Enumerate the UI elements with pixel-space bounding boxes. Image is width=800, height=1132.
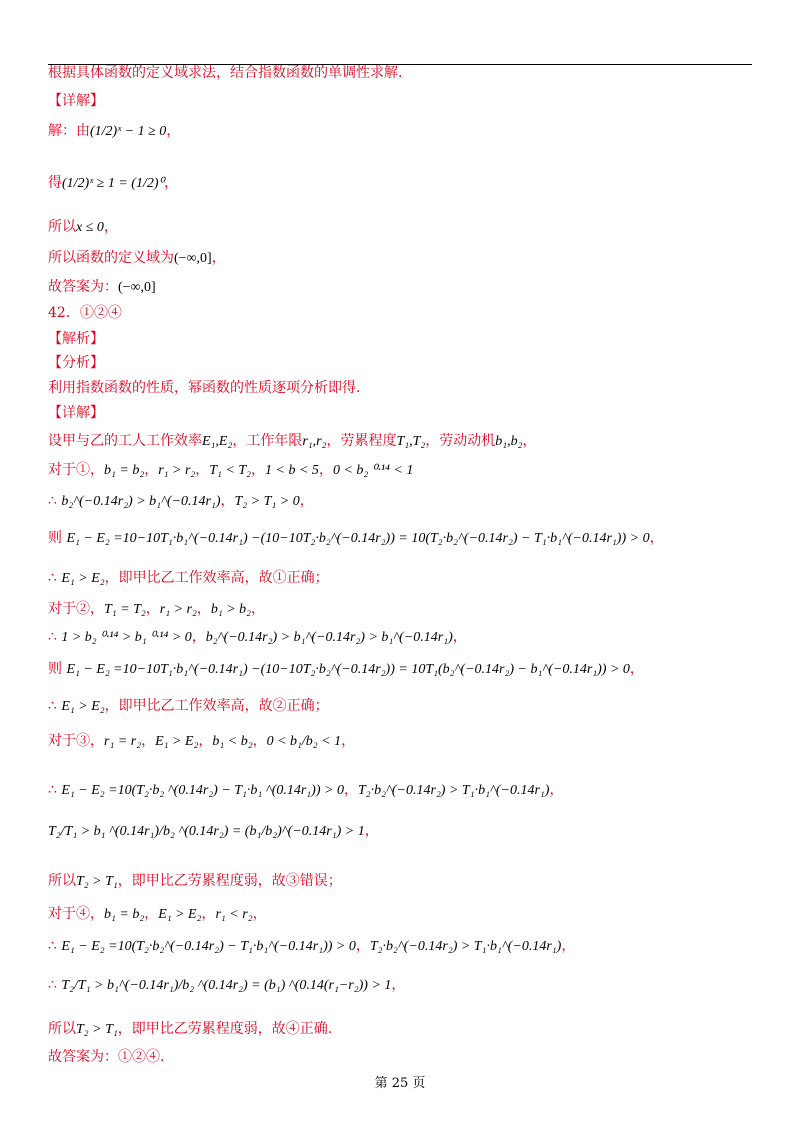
text-run: 所以 <box>48 219 76 235</box>
text-run: ， <box>220 493 235 509</box>
text-run: 【解析】 <box>48 331 104 347</box>
math-run: r₁ > r₂ <box>159 602 197 617</box>
text-line-29 <box>48 1020 332 1039</box>
math-run: T₁ = T₂ <box>104 602 146 617</box>
text-run: ， <box>549 782 564 798</box>
text-run: ， <box>166 123 181 139</box>
math-run: 0 < b₂ ⁰·¹⁴ < 1 <box>332 463 414 478</box>
math-run: b₁ > b₂ <box>210 602 252 617</box>
math-run: T₂/T₁ > b₁ ^(0.14r₁)/b₂ ^(0.14r₂) = (b₁/b₂)^(−0.14r₁) > 1 <box>48 824 365 839</box>
text-run: ， <box>201 906 216 922</box>
text-run: ，即甲比乙工作效率高，故②正确； <box>104 698 329 714</box>
text-line-21 <box>48 697 329 716</box>
text-run: 【详解】 <box>48 93 104 109</box>
text-run: 所以函数的定义域为 <box>48 250 174 266</box>
text-run: ， <box>251 462 266 478</box>
math-run: (1/2)ˣ ≥ 1 = (1/2)⁰ <box>62 176 165 191</box>
text-run: ， <box>252 733 267 749</box>
text-run: 故答案为： <box>48 279 118 295</box>
math-run: b₁,b₂ <box>495 434 523 449</box>
math-run: b₁ = b₂ <box>104 463 145 478</box>
text-run: 得 <box>48 175 62 191</box>
text-line-13 <box>48 432 537 451</box>
text-run: 则 <box>48 661 67 677</box>
text-run: ， <box>391 977 406 993</box>
math-run: E₁ > E₂ <box>158 907 202 922</box>
text-run: 对于②， <box>48 601 104 617</box>
text-run: ， <box>103 219 118 235</box>
text-run: ，即甲比乙劳累程度弱，故④正确. <box>117 1021 333 1037</box>
text-line-25 <box>48 872 342 891</box>
text-line-12 <box>48 404 104 422</box>
math-run: r₁ = r₂ <box>104 734 142 749</box>
text-line-17 <box>48 569 329 588</box>
math-run: r₁ < r₂ <box>215 907 253 922</box>
text-line-3 <box>48 122 180 141</box>
math-run: E₁ > E₂ <box>155 734 199 749</box>
math-run: b₂^(−0.14r₂) > b₁^(−0.14r₂) > b₁^(−0.14r₁) <box>205 630 453 645</box>
math-run: E₁ − E₂ =10−10T₁·b₁^(−0.14r₁) −(10−10T₂·b₂^(−0.14r₂)) = 10T₁(b₂^(−0.14r₂) − b₁^(−0.14r₁)) > 0 <box>66 662 630 677</box>
text-run: ， <box>144 462 159 478</box>
page-number: 第 25 页 <box>374 1076 426 1091</box>
text-line-9 <box>48 330 104 348</box>
text-line-27 <box>48 937 575 956</box>
math-run: (1/2)ˣ − 1 ≥ 0 <box>90 124 167 139</box>
text-line-23 <box>48 781 563 800</box>
text-run: 对于④， <box>48 906 104 922</box>
text-run: 对于①， <box>48 462 104 478</box>
text-line-7 <box>48 278 156 297</box>
math-run: 0 < b₁/b₂ < 1 <box>266 734 342 749</box>
text-run: ， <box>299 493 314 509</box>
text-run: ， <box>452 629 467 645</box>
text-line-18 <box>48 600 265 619</box>
text-line-8 <box>48 304 122 322</box>
math-run: (−∞,0] <box>174 251 212 266</box>
text-line-26 <box>48 905 267 924</box>
math-run: E₁,E₂ <box>202 434 233 449</box>
text-line-6 <box>48 249 226 268</box>
text-run: 【分析】 <box>48 355 104 371</box>
text-run: ， <box>211 250 226 266</box>
text-run: ， <box>141 733 156 749</box>
text-run: ， <box>522 433 537 449</box>
text-line-4 <box>48 174 178 193</box>
text-run: ，劳累程度 <box>326 433 397 449</box>
text-run: 解：由 <box>48 123 90 139</box>
text-run: ，即甲比乙工作效率高，故①正确； <box>104 570 329 586</box>
math-run: T₂ > T₁ > 0 <box>234 494 300 509</box>
text-run: 对于③， <box>48 733 104 749</box>
text-run: 42．①②④ <box>48 305 122 321</box>
math-run: b₁ = b₂ <box>104 907 145 922</box>
text-line-16 <box>48 529 664 548</box>
text-run: 则 <box>48 530 67 546</box>
text-run: ， <box>341 733 356 749</box>
text-line-28 <box>48 976 405 995</box>
math-run: T₁ < T₂ <box>209 463 252 478</box>
math-run: T₂ > T₁ <box>76 874 118 889</box>
text-line-30 <box>48 1048 164 1066</box>
math-run: b₂^(−0.14r₂) > b₁^(−0.14r₁) <box>61 494 221 509</box>
text-line-2 <box>48 92 104 110</box>
math-run: T₁,T₂ <box>396 434 426 449</box>
math-run: T₂ > T₁ <box>76 1022 118 1037</box>
text-run: ， <box>355 938 370 954</box>
text-run: ， <box>629 661 644 677</box>
math-run: E₁ > E₂ <box>61 571 105 586</box>
text-run: ，即甲比乙劳累程度弱，故③错误； <box>117 873 342 889</box>
text-run: ， <box>318 462 333 478</box>
math-run: b₁ < b₂ <box>212 734 253 749</box>
text-run: ， <box>144 906 159 922</box>
text-line-1 <box>48 64 402 82</box>
text-line-20 <box>48 660 644 679</box>
text-run: 设甲与乙的工人工作效率 <box>48 433 202 449</box>
math-run: 1 < b < 5 <box>265 463 319 478</box>
text-run: ， <box>196 601 211 617</box>
math-run: x ≤ 0 <box>76 220 104 235</box>
text-run: ，工作年限 <box>232 433 303 449</box>
text-run: ， <box>252 906 267 922</box>
text-run: ， <box>164 175 179 191</box>
text-run: ∴ <box>48 938 62 954</box>
math-run: E₁ > E₂ <box>61 699 105 714</box>
text-run: ， <box>195 462 210 478</box>
text-run: ∴ <box>48 493 62 509</box>
math-run: (−∞,0] <box>118 280 156 295</box>
text-run: ，劳动动机 <box>425 433 496 449</box>
text-run: 利用指数函数的性质，幂函数的性质逐项分析即得. <box>48 380 361 396</box>
text-run: 所以 <box>48 873 76 889</box>
text-line-22 <box>48 732 355 751</box>
text-line-11 <box>48 379 360 397</box>
math-run: T₂·b₂^(−0.14r₂) > T₁·b₁^(−0.14r₁) <box>369 939 562 954</box>
text-line-5 <box>48 218 118 237</box>
math-run: E₁ − E₂ =10(T₂·b₂^(−0.14r₂) − T₁·b₁^(−0.14r₁)) > 0 <box>61 939 356 954</box>
text-run: 故答案为：①②④. <box>48 1049 165 1065</box>
text-run: ∴ <box>48 629 62 645</box>
math-run: E₁ − E₂ =10(T₂·b₂ ^(0.14r₂) − T₁·b₁ ^(0.14r₁)) > 0 <box>61 783 344 798</box>
text-run: ， <box>198 733 213 749</box>
math-run: r₁,r₂ <box>302 434 327 449</box>
text-run: ， <box>649 530 664 546</box>
text-line-19 <box>48 628 467 647</box>
math-run: T₂·b₂^(−0.14r₂) > T₁·b₁^(−0.14r₁) <box>357 783 550 798</box>
text-run: 所以 <box>48 1021 76 1037</box>
text-run: 根据具体函数的定义域求法，结合指数函数的单调性求解. <box>48 65 403 81</box>
text-run: ∴ <box>48 570 62 586</box>
text-line-24 <box>48 822 379 841</box>
text-run: ∴ <box>48 782 62 798</box>
text-run: ∴ <box>48 977 62 993</box>
text-run: ， <box>145 601 160 617</box>
text-run: 【详解】 <box>48 405 104 421</box>
text-line-14 <box>48 461 413 480</box>
math-run: T₂/T₁ > b₁^(−0.14r₁)/b₂ ^(0.14r₂) = (b₁) ^(0.14(r₁−r₂)) > 1 <box>61 978 392 993</box>
math-run: r₁ > r₂ <box>158 463 196 478</box>
text-run: ， <box>364 823 379 839</box>
text-line-10 <box>48 354 104 372</box>
text-run: ， <box>561 938 576 954</box>
text-run: ， <box>191 629 206 645</box>
math-run: E₁ − E₂ =10−10T₁·b₁^(−0.14r₁) −(10−10T₂·b₂^(−0.14r₂)) = 10(T₂·b₂^(−0.14r₂) − T₁·b₁^(−0.14r₁)) > 0 <box>66 531 650 546</box>
text-run: ， <box>343 782 358 798</box>
math-run: 1 > b₂ ⁰·¹⁴ > b₁ ⁰·¹⁴ > 0 <box>61 630 192 645</box>
text-run: ∴ <box>48 698 62 714</box>
text-line-15 <box>48 492 314 511</box>
text-run: ， <box>251 601 266 617</box>
